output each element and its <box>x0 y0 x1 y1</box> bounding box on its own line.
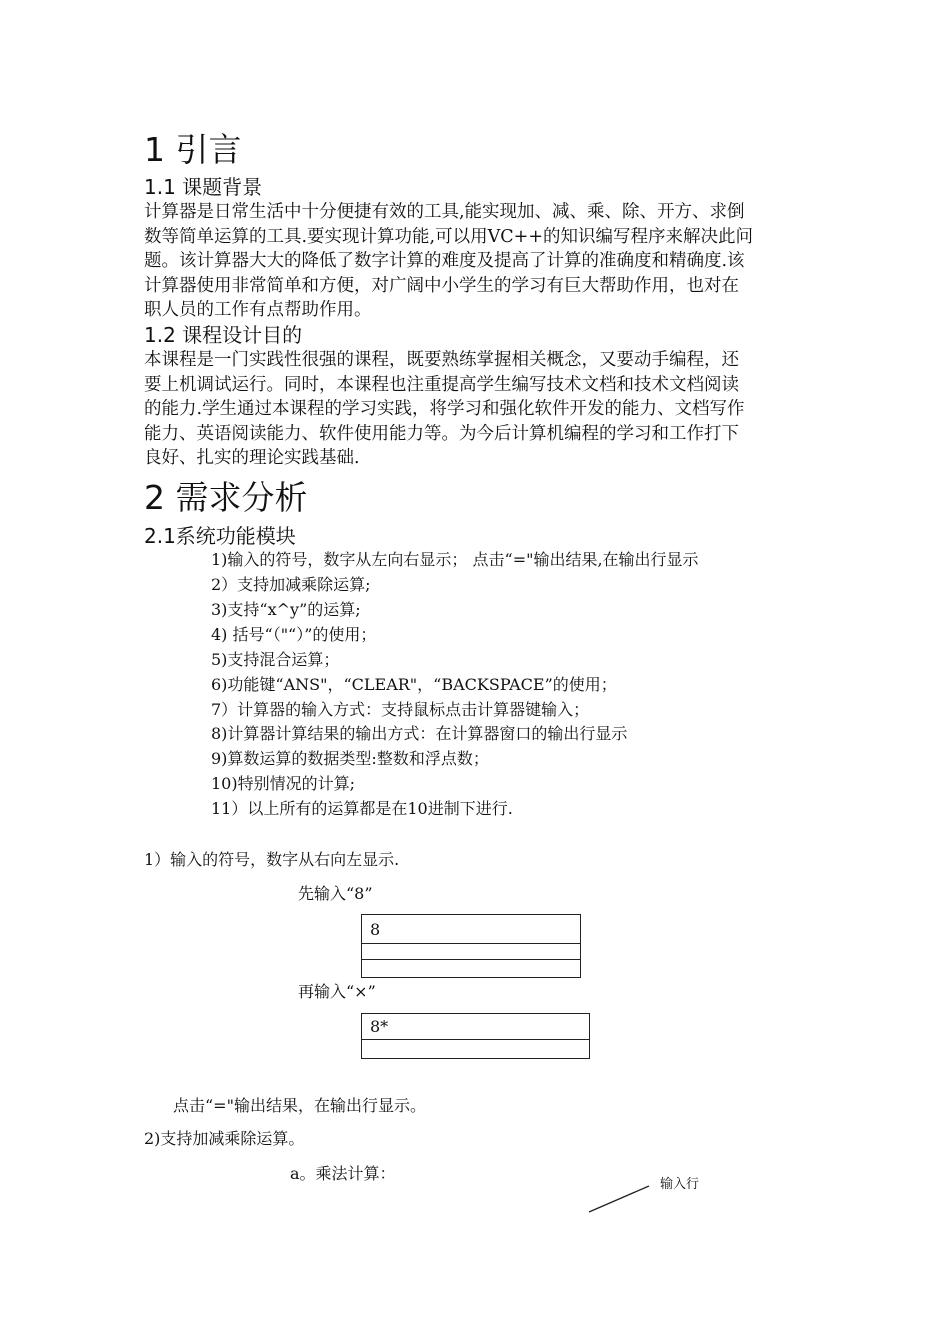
callout-line <box>585 1180 655 1216</box>
text-line: 能力、英语阅读能力、软件使用能力等。为今后计算机编程的学习和工作打下 <box>144 423 739 444</box>
text-line: 题。该计算器大大的降低了数字计算的难度及提高了计算的准确度和精确度.该 <box>144 251 745 272</box>
example-1-title: 1）输入的符号，数字从右向左显示. <box>144 850 400 869</box>
text-line: 要上机调试运行。同时，本课程也注重提高学生编写技术文档和技术文档阅读 <box>144 374 739 395</box>
list-item: 11）以上所有的运算都是在10进制下进行. <box>211 799 513 818</box>
result-note: 点击“="输出结果，在输出行显示。 <box>173 1096 426 1115</box>
list-item: 4) 括号“（"“）”的使用； <box>211 625 377 644</box>
list-item: 5)支持混合运算； <box>211 650 340 669</box>
list-item: 6)功能键“ANS"，“CLEAR"，“BACKSPACE”的使用； <box>211 675 617 694</box>
callout-label-input-row: 输入行 <box>660 1177 700 1192</box>
input-row: 8 <box>362 915 580 944</box>
list-item: 7）计算器的输入方式：支持鼠标点击计算器键输入； <box>211 700 590 719</box>
blank-row <box>362 944 580 960</box>
step-2-label: 再输入“×” <box>298 982 376 1001</box>
step-1-label: 先输入“8” <box>298 884 373 903</box>
calculator-display-box-1 <box>361 914 581 978</box>
heading-2: 2 需求分析 <box>144 478 308 517</box>
heading-2-1: 2.1系统功能模块 <box>144 524 296 548</box>
list-item: 8)计算器计算结果的输出方式：在计算器窗口的输出行显示 <box>211 724 628 743</box>
text-line: 职人员的工作有点帮助作用。 <box>144 300 372 321</box>
example-2-subtitle: a。乘法计算： <box>290 1164 396 1183</box>
heading-1-2: 1.2 课程设计目的 <box>144 323 303 347</box>
text-line: 数等简单运算的工具.要实现计算功能,可以用VC++的知识编写程序来解决此问 <box>144 226 753 247</box>
list-item: 9)算数运算的数据类型:整数和浮点数； <box>211 749 489 768</box>
calculator-display-box-2 <box>361 1013 590 1059</box>
list-item: 2）支持加减乘除运算; <box>211 575 371 594</box>
heading-1: 1 引言 <box>144 130 242 169</box>
paragraph-purpose <box>144 348 808 471</box>
text-line: 的能力.学生通过本课程的学习实践，将学习和强化软件开发的能力、文档写作 <box>144 399 745 420</box>
text-line: 计算器是日常生活中十分便捷有效的工具,能实现加、减、乘、除、开方、求倒 <box>144 202 745 222</box>
output-row <box>362 1040 589 1058</box>
heading-1-1: 1.1 课题背景 <box>144 175 263 199</box>
output-row <box>362 960 580 977</box>
list-item: 1)输入的符号，数字从左向右显示； 点击“="输出结果,在输出行显示 <box>211 550 699 569</box>
text-line: 计算器使用非常简单和方便，对广阔中小学生的学习有巨大帮助作用，也对在 <box>144 275 739 296</box>
input-row: 8* <box>362 1014 589 1040</box>
list-item: 3)支持“x^y”的运算; <box>211 600 361 619</box>
text-line: 良好、扎实的理论实践基础. <box>144 448 360 469</box>
paragraph-background <box>144 200 808 323</box>
list-item: 10)特别情况的计算; <box>211 774 355 793</box>
example-2-title: 2)支持加减乘除运算。 <box>144 1129 305 1148</box>
text-line: 本课程是一门实践性很强的课程，既要熟练掌握相关概念，又要动手编程，还 <box>144 350 739 370</box>
